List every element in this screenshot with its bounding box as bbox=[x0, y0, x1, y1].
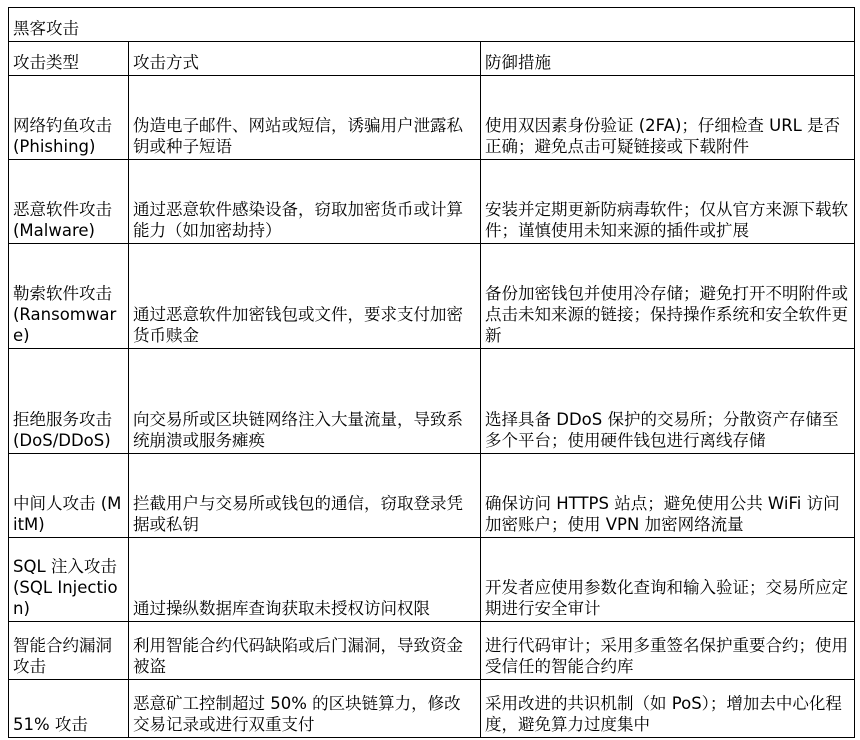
table-row bbox=[9, 454, 855, 538]
cell-attack-method: 向交易所或区块链网络注入大量流量，导致系统崩溃或服务瘫痪 bbox=[129, 349, 481, 454]
table-row bbox=[9, 680, 855, 738]
cell-attack-method: 利用智能合约代码缺陷或后门漏洞，导致资金被盗 bbox=[129, 622, 481, 680]
table-title-row bbox=[9, 8, 855, 42]
cell-attack-method: 恶意矿工控制超过 50% 的区块链算力，修改交易记录或进行双重支付 bbox=[129, 680, 481, 738]
header-defense: 防御措施 bbox=[481, 42, 855, 76]
cell-attack-type: 中间人攻击 (MitM) bbox=[9, 454, 129, 538]
table-row bbox=[9, 349, 855, 454]
table-title: 黑客攻击 bbox=[9, 8, 855, 42]
cell-attack-type: 拒绝服务攻击 (DoS/DDoS) bbox=[9, 349, 129, 454]
cell-defense: 选择具备 DDoS 保护的交易所；分散资产存储至多个平台；使用硬件钱包进行离线存储 bbox=[481, 349, 855, 454]
table-header-row bbox=[9, 42, 855, 76]
cell-defense: 进行代码审计；采用多重签名保护重要合约；使用受信任的智能合约库 bbox=[481, 622, 855, 680]
cell-attack-method: 伪造电子邮件、网站或短信，诱骗用户泄露私钥或种子短语 bbox=[129, 76, 481, 160]
cell-attack-type: SQL 注入攻击 (SQL Injection) bbox=[9, 538, 129, 622]
header-attack-type: 攻击类型 bbox=[9, 42, 129, 76]
cell-attack-method: 通过恶意软件感染设备，窃取加密货币或计算能力（如加密劫持） bbox=[129, 160, 481, 244]
cell-attack-method: 拦截用户与交易所或钱包的通信，窃取登录凭据或私钥 bbox=[129, 454, 481, 538]
cell-attack-type: 网络钓鱼攻击 (Phishing) bbox=[9, 76, 129, 160]
cell-defense: 安装并定期更新防病毒软件；仅从官方来源下载软件；谨慎使用未知来源的插件或扩展 bbox=[481, 160, 855, 244]
cell-attack-type: 51% 攻击 bbox=[9, 680, 129, 738]
cell-defense: 使用双因素身份验证 (2FA)；仔细检查 URL 是否正确；避免点击可疑链接或下载附件 bbox=[481, 76, 855, 160]
table-row bbox=[9, 160, 855, 244]
cell-attack-type: 智能合约漏洞攻击 bbox=[9, 622, 129, 680]
hacker-attack-table bbox=[8, 7, 855, 738]
table-row bbox=[9, 622, 855, 680]
table-row bbox=[9, 76, 855, 160]
cell-attack-type: 勒索软件攻击 (Ransomware) bbox=[9, 244, 129, 349]
table-row bbox=[9, 244, 855, 349]
cell-attack-method: 通过恶意软件加密钱包或文件，要求支付加密货币赎金 bbox=[129, 244, 481, 349]
header-attack-method: 攻击方式 bbox=[129, 42, 481, 76]
attack-table-wrapper bbox=[8, 7, 855, 738]
cell-defense: 备份加密钱包并使用冷存储；避免打开不明附件或点击未知来源的链接；保持操作系统和安全软件更新 bbox=[481, 244, 855, 349]
cell-attack-method: 通过操纵数据库查询获取未授权访问权限 bbox=[129, 538, 481, 622]
table-row bbox=[9, 538, 855, 622]
cell-defense: 开发者应使用参数化查询和输入验证；交易所应定期进行安全审计 bbox=[481, 538, 855, 622]
cell-defense: 采用改进的共识机制（如 PoS）；增加去中心化程度，避免算力过度集中 bbox=[481, 680, 855, 738]
cell-defense: 确保访问 HTTPS 站点；避免使用公共 WiFi 访问加密账户；使用 VPN 加密网络流量 bbox=[481, 454, 855, 538]
cell-attack-type: 恶意软件攻击 (Malware) bbox=[9, 160, 129, 244]
